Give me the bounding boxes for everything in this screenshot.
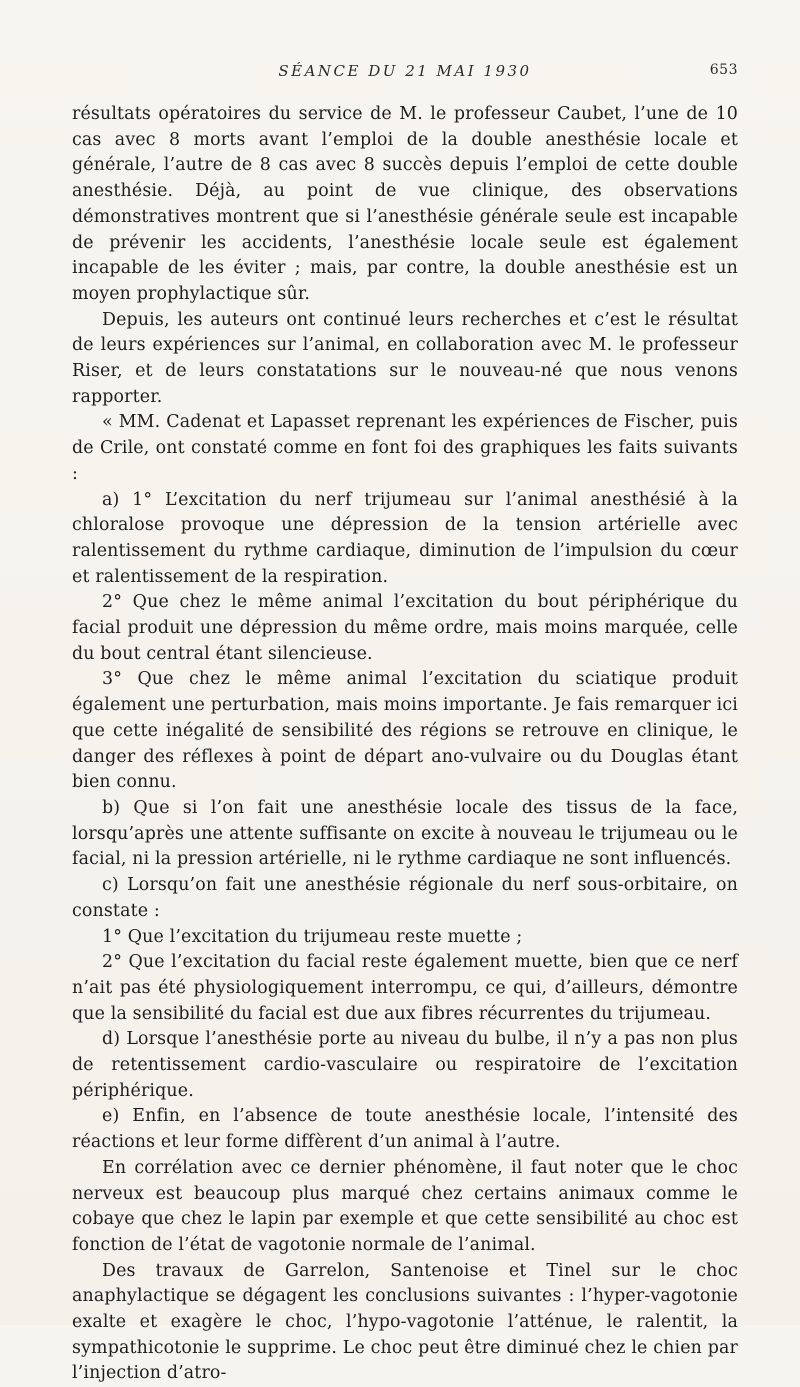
paragraph-12: e) Enfin, en l’absence de toute anesthésie locale, l’intensité des réactions et leur forme diffèrent d’un animal à l’autre. <box>72 1106 738 1153</box>
paragraph-8: c) Lorsqu’on fait une anesthésie régionale du nerf sous-orbitaire, on constate : <box>72 875 738 921</box>
paragraph-4: a) 1° L’excitation du nerf trijumeau sur l’animal anesthésié à la chloralose provoque une dépression de la tension artérielle avec ralentissement du rythme cardiaque, diminution de l’impulsion du cœur et ralentissement de la respiration. <box>72 489 738 587</box>
paragraph-5: 2° Que chez le même animal l’excitation du bout périphérique du facial produit une dépression du même ordre, mais moins marquée, celle du bout central étant silencieuse. <box>72 592 738 664</box>
paragraph-2: Depuis, les auteurs ont continué leurs recherches et c’est le résultat de leurs expériences sur l’animal, en collaboration avec M. le professeur Riser, et de leurs constatations sur le nouveau-né que nous venons rapporter. <box>72 309 738 407</box>
page-header <box>72 62 738 86</box>
running-head: SÉANCE DU 21 MAI 1930 <box>278 62 532 80</box>
body-text <box>72 102 738 1387</box>
page-number: 653 <box>709 62 738 78</box>
paragraph-7: b) Que si l’on fait une anesthésie locale des tissus de la face, lorsqu’après une attente suffisante on excite à nouveau le trijumeau ou le facial, ni la pression artérielle, ni le rythme cardiaque ne sont influencés. <box>72 797 738 870</box>
paragraph-11: d) Lorsque l’anesthésie porte au niveau du bulbe, il n’y a pas non plus de retentissement cardio-vasculaire ou respiratoire de l’excitation périphérique. <box>72 1029 738 1101</box>
paragraph-9: 1° Que l’excitation du trijumeau reste muette ; <box>102 926 523 947</box>
paragraph-6: 3° Que chez le même animal l’excitation du sciatique produit également une perturbation, mais moins importante. Je fais remarquer ici que cette inégalité de sensibilité des régions se retrouve en clinique, le danger des réflexes à point de départ ano-vulvaire ou du Douglas étant bien connu. <box>72 669 738 793</box>
paragraph-13: En corrélation avec ce dernier phénomène, il faut noter que le choc nerveux est beaucoup plus marqué chez certains animaux comme le cobaye que chez le lapin par exemple et que cette sensibilité au choc est fonction de l’état de vagotonie normale de l’animal. <box>72 1157 738 1255</box>
paragraph-14: Des travaux de Garrelon, Santenoise et Tinel sur le choc anaphylactique se dégagent les conclusions suivantes : l’hyper-vagotonie exalte et exagère le choc, l’hypo-vagotonie l’atténue, le ralentit, la sympathicotonie le supprime. Le choc peut être diminué chez le chien par l’injection d’atro- <box>72 1260 738 1384</box>
paragraph-10: 2° Que l’excitation du facial reste également muette, bien que ce nerf n’ait pas été physiologiquement interrompu, ce qui, d’ailleurs, démontre que la sensibilité du facial est due aux fibres récurrentes du trijumeau. <box>72 952 738 1024</box>
paragraph-3: « MM. Cadenat et Lapasset reprenant les expériences de Fischer, puis de Crile, ont constaté comme en font foi des graphiques les faits suivants : <box>72 412 738 484</box>
paragraph-1: résultats opératoires du service de M. le professeur Caubet, l’une de 10 cas avec 8 morts avant l’emploi de la double anesthésie locale et générale, l’autre de 8 cas avec 8 succès depuis l’emploi de cette double anesthésie. Déjà, au point de vue clinique, des observations démonstratives montrent que si l’anesthésie générale seule est incapable de prévenir les accidents, l’anesthésie locale seule est également incapable de les éviter ; mais, par contre, la double anesthésie est un moyen prophylactique sûr. <box>72 104 738 304</box>
